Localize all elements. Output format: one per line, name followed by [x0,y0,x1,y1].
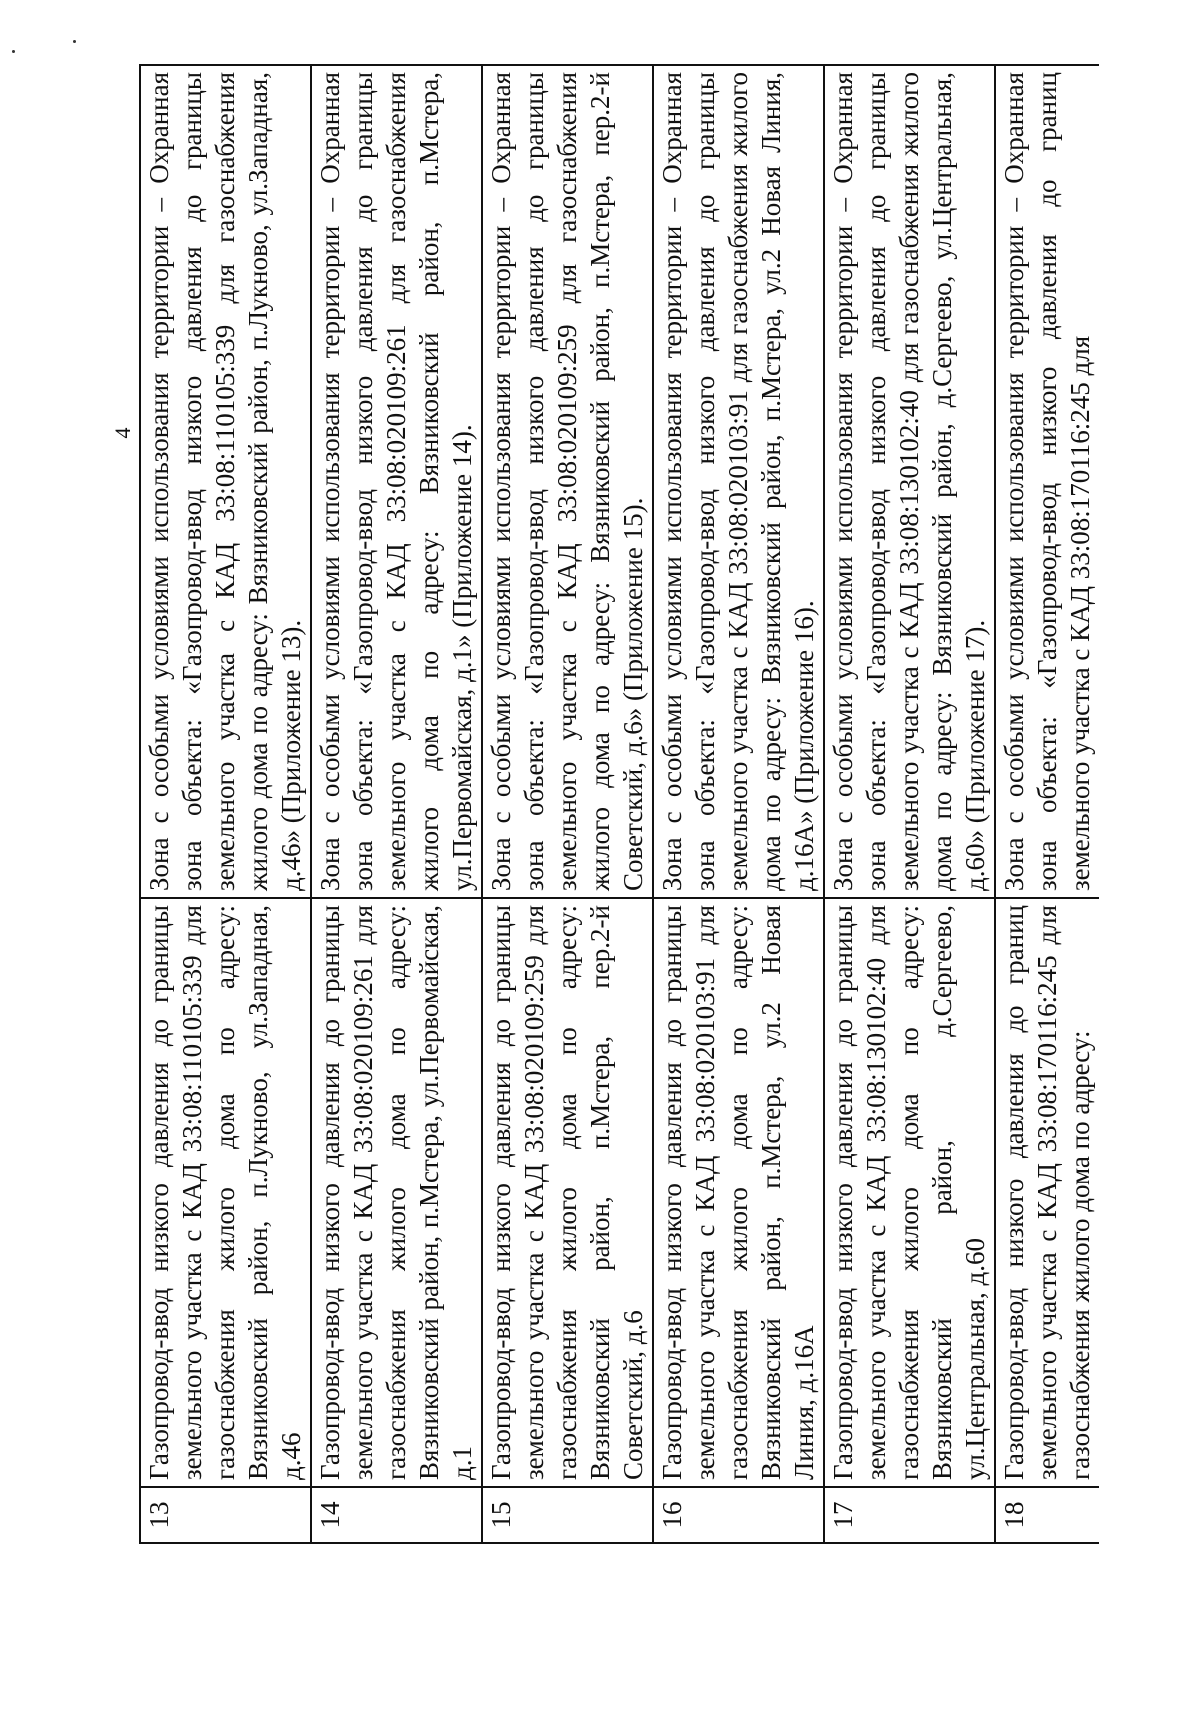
object-description: Газопровод-ввод низкого давления до границ земельного участка с КАД 33:08:170116:245 для газоснабжения жилого дома по адресу: [995,898,1099,1487]
zone-description: Зона с особыми условиями использования территории – Охранная зона объекта: «Газопровод-ввод низкого давления до границ земельного участка с КАД 33:08:170116:245 для [995,65,1099,898]
row-number: 15 [482,1487,653,1543]
page-number: 4 [110,427,135,439]
object-description: Газопровод-ввод низкого давления до границы земельного участка с КАД 33:08:110105:339 для газоснабжения жилого дома по адресу: Вязниковский район, п.Лукново, ул.Западная, д.46 [140,898,311,1487]
object-description: Газопровод-ввод низкого давления до границы земельного участка с КАД 33:08:020103:91 для газоснабжения жилого дома по адресу: Вязниковский район, п.Мстера, ул.2 Новая Линия, д.16А [653,898,824,1487]
zone-description: Зона с особыми условиями использования территории – Охранная зона объекта: «Газопровод-ввод низкого давления до границы земельного участка с КАД 33:08:020109:259 для газоснабжения жилого дома по адресу: Вязниковский район, п.Мстера, пер.2-й Советский, д.6» (Приложение 15). [482,65,653,898]
rotated-page-content [139,64,1124,1544]
table-row [311,65,482,1543]
row-number: 18 [995,1487,1099,1543]
scan-speck [12,50,15,53]
row-number: 16 [653,1487,824,1543]
scan-speck [73,40,76,43]
zone-description: Зона с особыми условиями использования территории – Охранная зона объекта: «Газопровод-ввод низкого давления до границы земельного участка с КАД 33:08:020103:91 для газоснабжения жилого дома по адресу: Вязниковский район, п.Мстера, ул.2 Новая Линия, д.16А» (Приложение 16). [653,65,824,898]
table-row [824,65,995,1543]
zone-description: Зона с особыми условиями использования территории – Охранная зона объекта: «Газопровод-ввод низкого давления до границы земельного участка с КАД 33:08:020109:261 для газоснабжения жилого дома по адресу: Вязниковский район, п.Мстера, ул.Первомайская, д.1» (Приложение 14). [311,65,482,898]
table-row [140,65,311,1543]
zones-table [139,64,1099,1544]
zone-description: Зона с особыми условиями использования территории – Охранная зона объекта: «Газопровод-ввод низкого давления до границы земельного участка с КАД 33:08:110105:339 для газоснабжения жилого дома по адресу: Вязниковский район, п.Лукново, ул.Западная, д.46» (Приложение 13). [140,65,311,898]
object-description: Газопровод-ввод низкого давления до границы земельного участка с КАД 33:08:130102:40 для газоснабжения жилого дома по адресу: Вязниковский район, д.Сергеево, ул.Центральная, д.60 [824,898,995,1487]
row-number: 13 [140,1487,311,1543]
object-description: Газопровод-ввод низкого давления до границы земельного участка с КАД 33:08:020109:261 для газоснабжения жилого дома по адресу: Вязниковский район, п.Мстера, ул.Первомайская, д.1 [311,898,482,1487]
row-number: 17 [824,1487,995,1543]
zone-description: Зона с особыми условиями использования территории – Охранная зона объекта: «Газопровод-ввод низкого давления до границы земельного участка с КАД 33:08:130102:40 для газоснабжения жилого дома по адресу: Вязниковский район, д.Сергеево, ул.Центральная, д.60» (Приложение 17). [824,65,995,898]
table-row [995,65,1099,1543]
object-description: Газопровод-ввод низкого давления до границы земельного участка с КАД 33:08:020109:259 для газоснабжения жилого дома по адресу: Вязниковский район, п.Мстера, пер.2-й Советский, д.6 [482,898,653,1487]
row-number: 14 [311,1487,482,1543]
table-row [482,65,653,1543]
table-row [653,65,824,1543]
